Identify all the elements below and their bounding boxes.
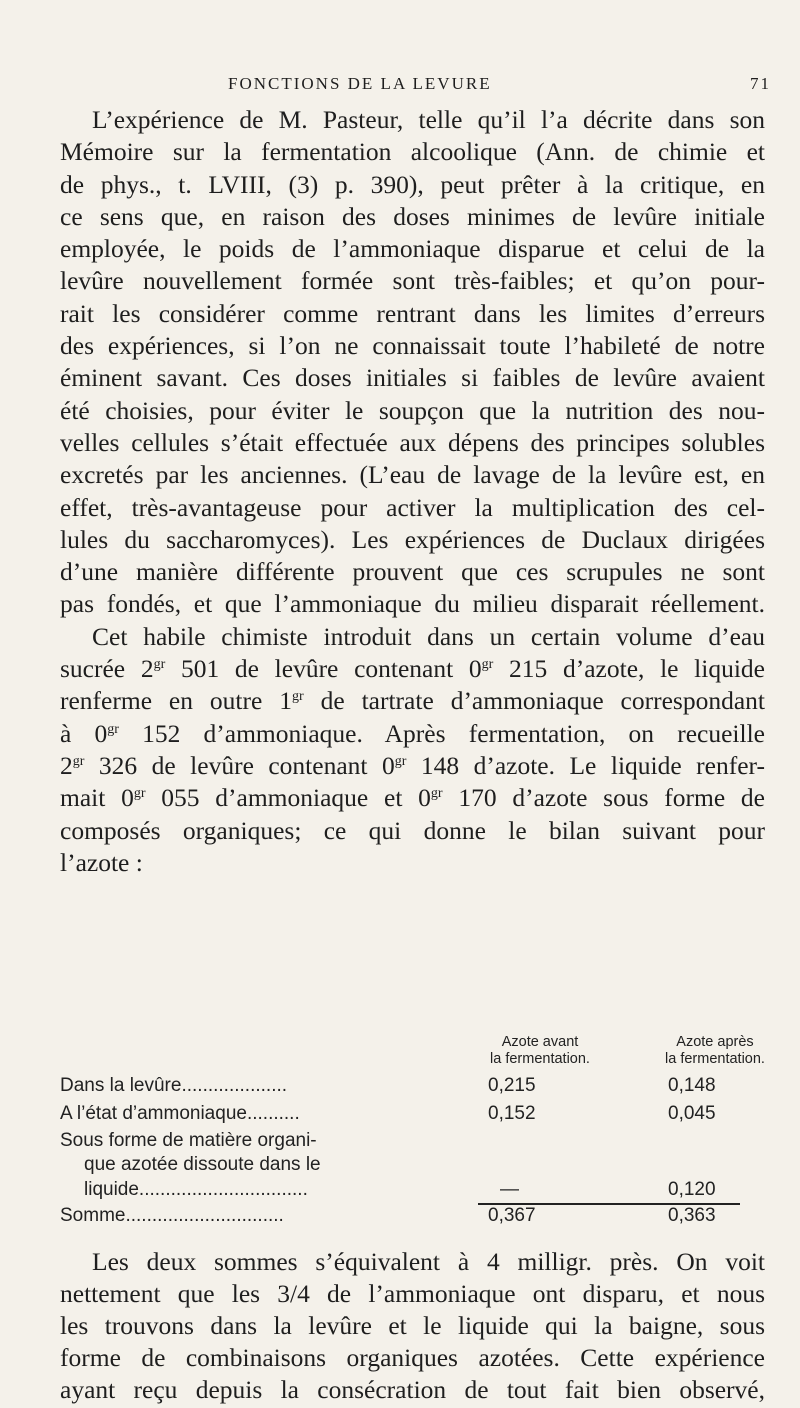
unit-superscript: gr (292, 689, 304, 705)
text-line: mait $0^{gr}$ 055 d’ammoniaque et $0^{gr}$ 170 d’azote sous forme de (60, 783, 765, 813)
unit-superscript: gr (430, 786, 443, 802)
page-number: 71 (750, 74, 771, 93)
text-line: Mémoire sur la fermentation alcoolique (Ann. de chimie et (60, 137, 765, 167)
text-line: à $0^{gr}$ 152 d’ammoniaque. Après fermentation, on recueille (60, 718, 765, 748)
book-page: FONCTIONS DE LA LEVURE 71 L’expérience de M. Pasteur, telle qu’il l’a décrite dans son Mémoire sur la fermentation alcoolique (Ann. de chimie et de phys., t. LVIII, (3) p. 390), peut prêter à la critique, en ce sens que, en raison des doses minimes de levûre initiale employée, le poids de l’ammoniaque disparue et celui de la levûre nouvellement formée sont très-faibles; et qu’on pour- rait les considérer comme rentrant dans les limites d’erreurs des expériences, si l’on ne connaissait toute l’habileté de notre éminent savant. Ces doses initiales si faibles de levûre avaient été choisies, pour éviter le soupçon que la nutrition des nou- velles cellules s’était effectuée aux dépens des principes solubles excretés par les anciennes. (L’eau de lavage de la levûre est, en effet, très-avantageuse pour activer la multiplication des cel- lules du saccharomyces). Les expériences de Duclaux dirigées d’une manière différente prouvent que ces scrupules ne sont pas fondés, et que l’ammoniaque du milieu disparait réellement. Cet habile chimiste introduit dans un certain volume d’eau sucrée $2^{gr}$ 501 de levûre contenant $0^{gr}$ 215 d’azote, le liquide renferme en outre $1^{gr}$ de tartrate d’ammoniaque correspondant à $0^{gr}$ 152 d’ammoniaque. Après fermentation, on recueille $2^{gr}$ 326 de levûre contenant $0^{gr}$ 148 d’azote. Le liquide renfer- mait $0^{gr}$ 055 d’ammoniaque et $0^{gr}$ 170 d’azote sous forme de composés organiques; ce qui donne le bilan suivant pour l’azote : Azote avant la fermentation. Azote après la fermentation. Dans la levûre.................... 0,215 0,148 A l’état d’ammoniaque.......... 0,152 0,045 Sous forme de matière organi- que azotée dissoute dans le liquide................................ — 0,120 Somme.............................. 0,367 0,363 Les deux sommes s’équivalent à 4 milligr. près. On voit nettement que les 3/4 de l’ammoniaque ont disparu, et nous les trouvons dans la levûre et le liquide qui la baigne, sous forme de combinaisons organiques azotées. Cette expérience ayant reçu depuis la consécration de tout fait bien observé, (0, 0, 800, 1408)
text-line: composés organiques; ce qui donne le bilan suivant pour (60, 815, 765, 845)
text-line: été choisies, pour éviter le soupçon que la nutrition des nou- (60, 395, 765, 425)
text-line: excretés par les anciennes. (L’eau de lavage de la levûre est, en (60, 460, 765, 490)
unit-superscript: gr (72, 753, 85, 769)
text-line: ce sens que, en raison des doses minimes de levûre initiale (60, 201, 765, 231)
text-line: pas fondés, et que l’ammoniaque du milieu disparait réellement. (60, 589, 765, 619)
running-title: FONCTIONS DE LA LEVURE (228, 74, 492, 93)
sum-rule (658, 1203, 740, 1205)
unit-superscript: gr (394, 753, 407, 769)
page-header (0, 74, 800, 102)
text-line: $2^{gr}$ 326 de levûre contenant $0^{gr}$ 148 d’azote. Le liquide renfer- (60, 750, 765, 780)
text-line: sucrée $2^{gr}$ 501 de levûre contenant $0^{gr}$ 215 d’azote, le liquide (60, 654, 766, 684)
text-line: employée, le poids de l’ammoniaque disparue et celui de la (60, 234, 765, 264)
text-line: d’une manière différente prouvent que ces scrupules ne sont (60, 557, 765, 587)
text-line: des expériences, si l’on ne connaissait toute l’habileté de notre (60, 331, 765, 361)
text-line: levûre nouvellement formée sont très-faibles; et qu’on pour- (60, 266, 765, 296)
text-line: de phys., t. LVIII, (3) p. 390), peut prêter à la critique, en (60, 169, 765, 199)
text-line: éminent savant. Ces doses initiales si faibles de levûre avaient (60, 363, 765, 393)
text-line: L’expérience de M. Pasteur, telle qu’il l’a décrite dans son (92, 105, 765, 134)
unit-superscript: gr (133, 786, 146, 802)
text-line: effet, très-avantageuse pour activer la multiplication des cel- (60, 492, 765, 522)
text-line: ayant reçu depuis la consécration de tout fait bien observé, (60, 1375, 765, 1404)
unit-superscript: gr (481, 657, 494, 673)
text-line: renferme en outre $1^{gr}$ de tartrate d’ammoniaque correspondant (60, 686, 766, 716)
text-line: les trouvons dans la levûre et le liquide qui la baigne, sous (60, 1311, 765, 1340)
unit-superscript: gr (107, 721, 119, 737)
text-line: nettement que les 3/4 de l’ammoniaque ont disparu, et nous (60, 1279, 765, 1308)
text-line: lules du saccharomyces). Les expériences de Duclaux dirigées (60, 524, 765, 554)
text-line: l’azote : (60, 847, 143, 877)
text-line: Cet habile chimiste introduit dans un certain volume d’eau (92, 621, 765, 651)
column-header-after: Azote après la fermentation. (665, 1034, 765, 1067)
text-line: Les deux sommes s’équivalent à 4 milligr. près. On voit (92, 1247, 765, 1276)
text-line: velles cellules s’était effectuée aux dépens des principes solubles (60, 427, 765, 457)
body-text-upper (60, 104, 765, 879)
column-header-before: Azote avant la fermentation. (490, 1034, 590, 1067)
unit-superscript: gr (153, 657, 166, 673)
text-line: forme de combinaisons organiques azotées. Cette expérience (60, 1343, 765, 1372)
text-line: rait les considérer comme rentrant dans les limites d’erreurs (60, 298, 765, 328)
body-text-lower (60, 1246, 765, 1406)
